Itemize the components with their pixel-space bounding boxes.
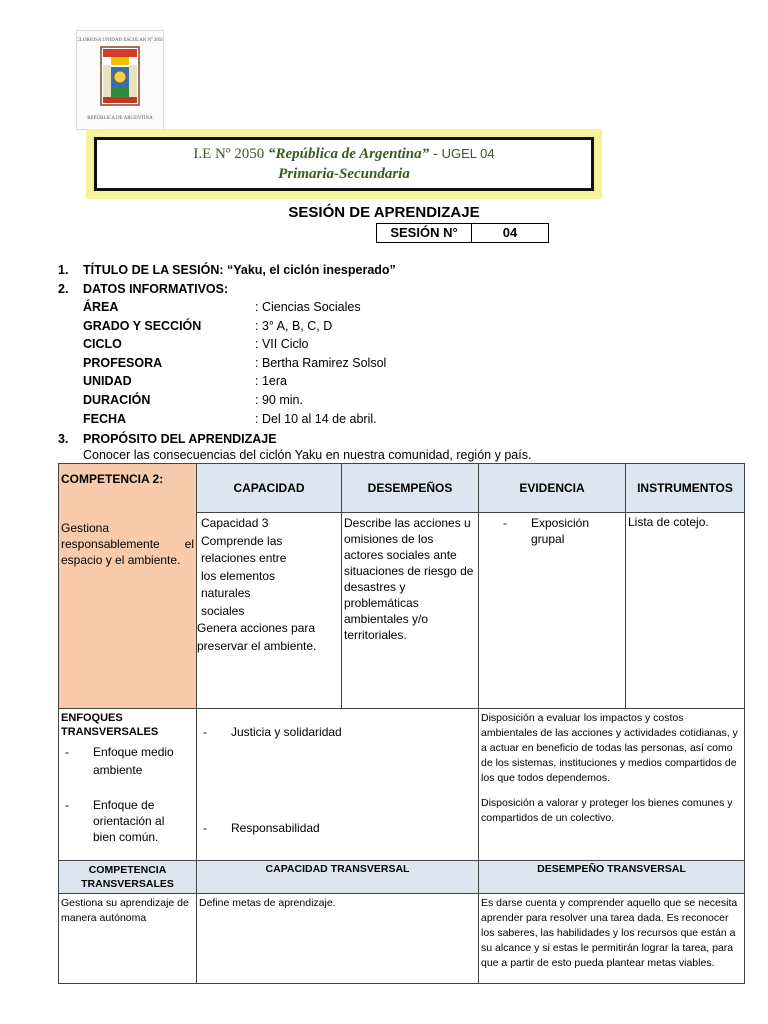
instrumento-text: Lista de cotejo. (628, 515, 709, 529)
ie-prefix: I.E Nº 2050 (193, 146, 269, 162)
enfoques-cell (59, 709, 197, 861)
item1-number: 1. (58, 263, 69, 277)
session-label: SESIÓN N° (377, 224, 472, 242)
datos-value: : VII Ciclo (255, 337, 309, 352)
capacidad-text: Comprende las relaciones entre los elementos naturales sociales (201, 533, 287, 618)
instrumento-cell (626, 513, 745, 709)
purpose-text: Conocer las consecuencias del ciclón Yaku en nuestra comunidad, región y país. (83, 448, 532, 462)
datos-row (83, 374, 503, 393)
datos-value: : Bertha Ramirez Solsol (255, 355, 387, 370)
valores-cell (197, 709, 479, 861)
enfoque-item: - Enfoque de orientación al bien común. (61, 797, 194, 845)
svg-text:REPÚBLICA DE ARGENTINA: REPÚBLICA DE ARGENTINA (87, 116, 153, 121)
comp-trans-cell: Gestiona su aprendizaje de manera autónoma (59, 894, 197, 984)
evidencia-header: EVIDENCIA (479, 464, 626, 513)
datos-key: PROFESORA (83, 355, 163, 370)
datos-key: ÁREA (83, 300, 119, 314)
capacidad-header: CAPACIDAD (197, 464, 342, 513)
datos-row (83, 337, 503, 356)
evidencia-item (481, 515, 623, 547)
des-trans-cell: Es darse cuenta y comprender aquello que se necesita aprender para resolver una tarea dada. Es reconocer los saberes, las habilidades y los recursos que están a su alcance y si estas le permitirán lograr la tarea, para que a partir de esto pueda plantear metas viables. (479, 894, 745, 984)
datos-row (83, 300, 503, 319)
disposicion-text: Disposición a valorar y proteger los bienes comunes y compartidos de un colectivo. (481, 797, 733, 824)
datos-row (83, 412, 503, 431)
item3-number: 3. (58, 432, 69, 446)
datos-value: : 3° A, B, C, D (255, 318, 333, 333)
evidencia-cell (479, 513, 626, 709)
page-title: SESIÓN DE APRENDIZAJE (288, 204, 480, 221)
school-name-line (97, 146, 591, 163)
evidencia-text: Exposición grupal (531, 516, 590, 546)
enfoque-item: - Enfoque medio ambiente (61, 743, 194, 779)
disposicion-cell (479, 709, 745, 861)
datos-key: GRADO Y SECCIÓN (83, 318, 202, 333)
enfoque-text: Enfoque de orientación al bien común. (93, 798, 165, 844)
desempeno-text: Describe las acciones u omisiones de los actores sociales ante situaciones de riesgo de desastres y problemáticas ambientales y/o territoriales. (344, 516, 474, 642)
datos-key: UNIDAD (83, 374, 132, 389)
capacidad-extra: Genera acciones para preservar el ambiente. (197, 621, 317, 653)
desempeno-cell (342, 513, 479, 709)
valor-item: - Justicia y solidaridad (203, 725, 342, 739)
table-row (59, 709, 745, 861)
datos-row (83, 319, 503, 338)
item2-number: 2. (58, 282, 69, 296)
transversal-header-row (59, 861, 745, 894)
competencia-cell (59, 464, 197, 709)
valor-text: Responsabilidad (231, 821, 320, 835)
school-header-box (86, 129, 602, 199)
datos-value: : Del 10 al 14 de abril. (255, 411, 377, 426)
datos-key: CICLO (83, 337, 122, 352)
enfoques-header: ENFOQUES TRANSVERSALES (61, 712, 159, 738)
item1-session-title: TÍTULO DE LA SESIÓN: “Yaku, el ciclón inesperado” (83, 263, 396, 277)
ugel-label: UGEL 04 (441, 146, 495, 161)
ie-name: “República de Argentina” (268, 146, 430, 162)
datos-list (83, 300, 503, 430)
datos-row (83, 356, 503, 375)
datos-key: DURACIÓN (83, 392, 151, 407)
desempenos-header: DESEMPEÑOS (342, 464, 479, 513)
item2-label: DATOS INFORMATIVOS: (83, 282, 229, 296)
cap-trans-header: CAPACIDAD TRANSVERSAL (197, 861, 479, 894)
competencia-text: Gestiona responsablemente el espacio y el ambiente. (61, 521, 194, 567)
des-trans-header: DESEMPEÑO TRANSVERSAL (479, 861, 745, 894)
table-header-row (59, 464, 745, 513)
capacidad-cell (197, 513, 342, 709)
school-levels: Primaria-Secundaria (278, 166, 410, 182)
valor-text: Justicia y solidaridad (231, 725, 342, 739)
ie-separator: - (429, 146, 442, 162)
datos-value: : Ciencias Sociales (255, 300, 361, 314)
svg-text:GLORIOSA UNIDAD ESCOLAR Nº 205: GLORIOSA UNIDAD ESCOLAR Nº 2050 (77, 38, 163, 43)
bullet-dash: - (503, 516, 507, 530)
session-table (58, 463, 745, 984)
table-row (59, 894, 745, 984)
datos-value: : 1era (255, 374, 287, 389)
enfoque-text: Enfoque medio ambiente (93, 745, 174, 777)
capacidad-title: Capacidad 3 (201, 516, 269, 530)
datos-key: FECHA (83, 411, 127, 426)
instrumentos-header: INSTRUMENTOS (626, 464, 745, 513)
school-crest-logo (76, 30, 164, 130)
competencia-header: COMPETENCIA 2: (61, 472, 164, 486)
session-number-box (376, 223, 549, 243)
datos-value: : 90 min. (255, 392, 303, 407)
disposicion-text: Disposición a evaluar los impactos y costos ambientales de las acciones y actividades cotidianas, y a actuar en beneficio de todas las personas, así como de los sistemas, instituciones y medios compartidos de los que todos dependemos. (481, 712, 738, 784)
valor-item: - Responsabilidad (203, 821, 320, 835)
cap-trans-cell: Define metas de aprendizaje. (197, 894, 479, 984)
session-number: 04 (502, 225, 518, 240)
datos-row (83, 393, 503, 412)
item3-label: PROPÓSITO DEL APRENDIZAJE (83, 432, 277, 446)
comp-trans-header: COMPETENCIA TRANSVERSALES (59, 861, 197, 894)
